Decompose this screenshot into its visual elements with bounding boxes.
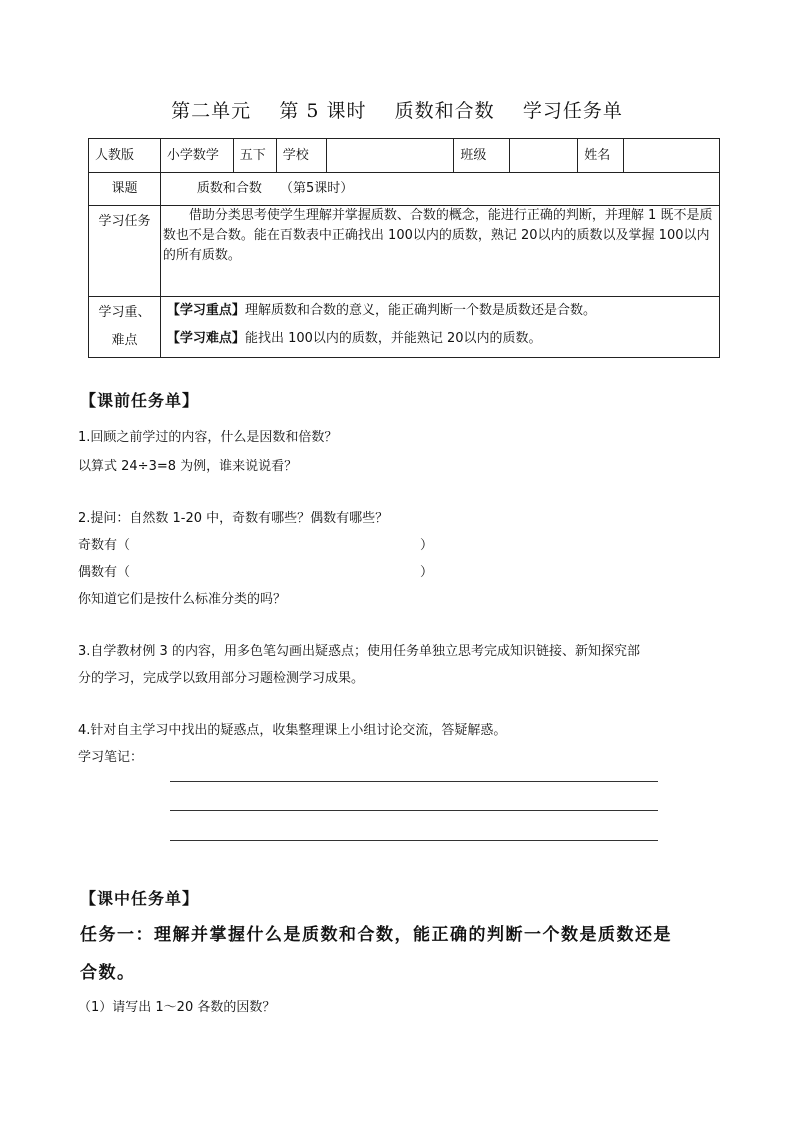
focus-label-line2: 难点: [111, 333, 138, 348]
name-field[interactable]: [624, 139, 720, 173]
focus-label: [89, 297, 161, 358]
pre-class-q3-line1: 3.自学教材例 3 的内容，用多色笔勾画出疑惑点；使用任务单独立思考完成知识链接、新知探究部: [78, 644, 640, 659]
topic-label: 课题: [89, 173, 161, 206]
topic-value: 质数和合数: [196, 181, 262, 196]
task1-heading-line2: 合数。: [80, 963, 136, 983]
grade-cell: 五下: [233, 139, 276, 173]
pre-class-q1-line2: 以算式 24÷3=8 为例，谁来说说看？: [78, 459, 298, 474]
difficult-point-line: [167, 325, 713, 353]
odd-close-paren: ）: [420, 538, 434, 553]
odd-numbers-field[interactable]: [78, 534, 434, 553]
task1-heading-line1: 任务一：理解并掌握什么是质数和合数，能正确的判断一个数是质数还是: [80, 925, 672, 945]
table-row-focus: [89, 297, 720, 358]
study-notes-label: 学习笔记：: [78, 750, 144, 765]
key-point-text: 理解质数和合数的意义，能正确判断一个数是质数还是合数。: [244, 303, 596, 318]
in-class-q1: （1）请写出 1～20 各数的因数？: [78, 1000, 276, 1015]
topic-value-cell: [160, 173, 719, 206]
focus-label-line1: 学习重、: [98, 305, 151, 320]
school-label: 学校: [276, 139, 326, 173]
table-row-task: [89, 206, 720, 297]
topic-note: （第5课时）: [279, 181, 354, 196]
task-text: 借助分类思考使学生理解并掌握质数、合数的概念，能进行正确的判断，并理解 1 既不是质数也不是合数。能在百数表中正确找出 100以内的质数，熟记 20以内的质数以及掌握 100以内的所有质数。: [160, 206, 719, 297]
key-point-line: [167, 297, 713, 325]
difficult-point-tag: 【学习难点】: [166, 331, 245, 346]
pre-class-q2-line4: 你知道它们是按什么标准分类的吗？: [78, 592, 287, 607]
page-title: 第二单元 第 5 课时 质数和合数 学习任务单: [171, 100, 623, 122]
odd-numbers-label: 奇数有（: [78, 538, 131, 553]
notes-line-3[interactable]: [170, 840, 658, 841]
school-field[interactable]: [326, 139, 454, 173]
pre-class-heading: 【课前任务单】: [80, 391, 200, 410]
publisher-cell: 人教版: [89, 139, 161, 173]
lesson-info-table: [88, 138, 720, 358]
class-label: 班级: [454, 139, 510, 173]
difficult-point-text: 能找出 100以内的质数，并能熟记 20以内的质数。: [244, 331, 542, 346]
subject-cell: 小学数学: [160, 139, 233, 173]
in-class-heading: 【课中任务单】: [80, 889, 200, 908]
pre-class-q3-line2: 分的学习，完成学以致用部分习题检测学习成果。: [78, 671, 365, 686]
task-label: 学习任务: [89, 206, 161, 297]
even-numbers-label: 偶数有（: [78, 565, 131, 580]
pre-class-q1-line1: 1.回顾之前学过的内容，什么是因数和倍数？: [78, 430, 338, 445]
even-close-paren: ）: [420, 565, 434, 580]
table-row-header: [89, 139, 720, 173]
focus-content: [160, 297, 719, 358]
pre-class-q2-line1: 2.提问：自然数 1-20 中，奇数有哪些？偶数有哪些？: [78, 511, 389, 526]
even-numbers-field[interactable]: [78, 561, 434, 580]
class-field[interactable]: [510, 139, 578, 173]
table-row-topic: [89, 173, 720, 206]
name-label: 姓名: [578, 139, 624, 173]
notes-line-2[interactable]: [170, 810, 658, 811]
notes-line-1[interactable]: [170, 781, 658, 782]
key-point-tag: 【学习重点】: [166, 303, 245, 318]
pre-class-q4-line1: 4.针对自主学习中找出的疑惑点，收集整理课上小组讨论交流，答疑解惑。: [78, 723, 507, 738]
